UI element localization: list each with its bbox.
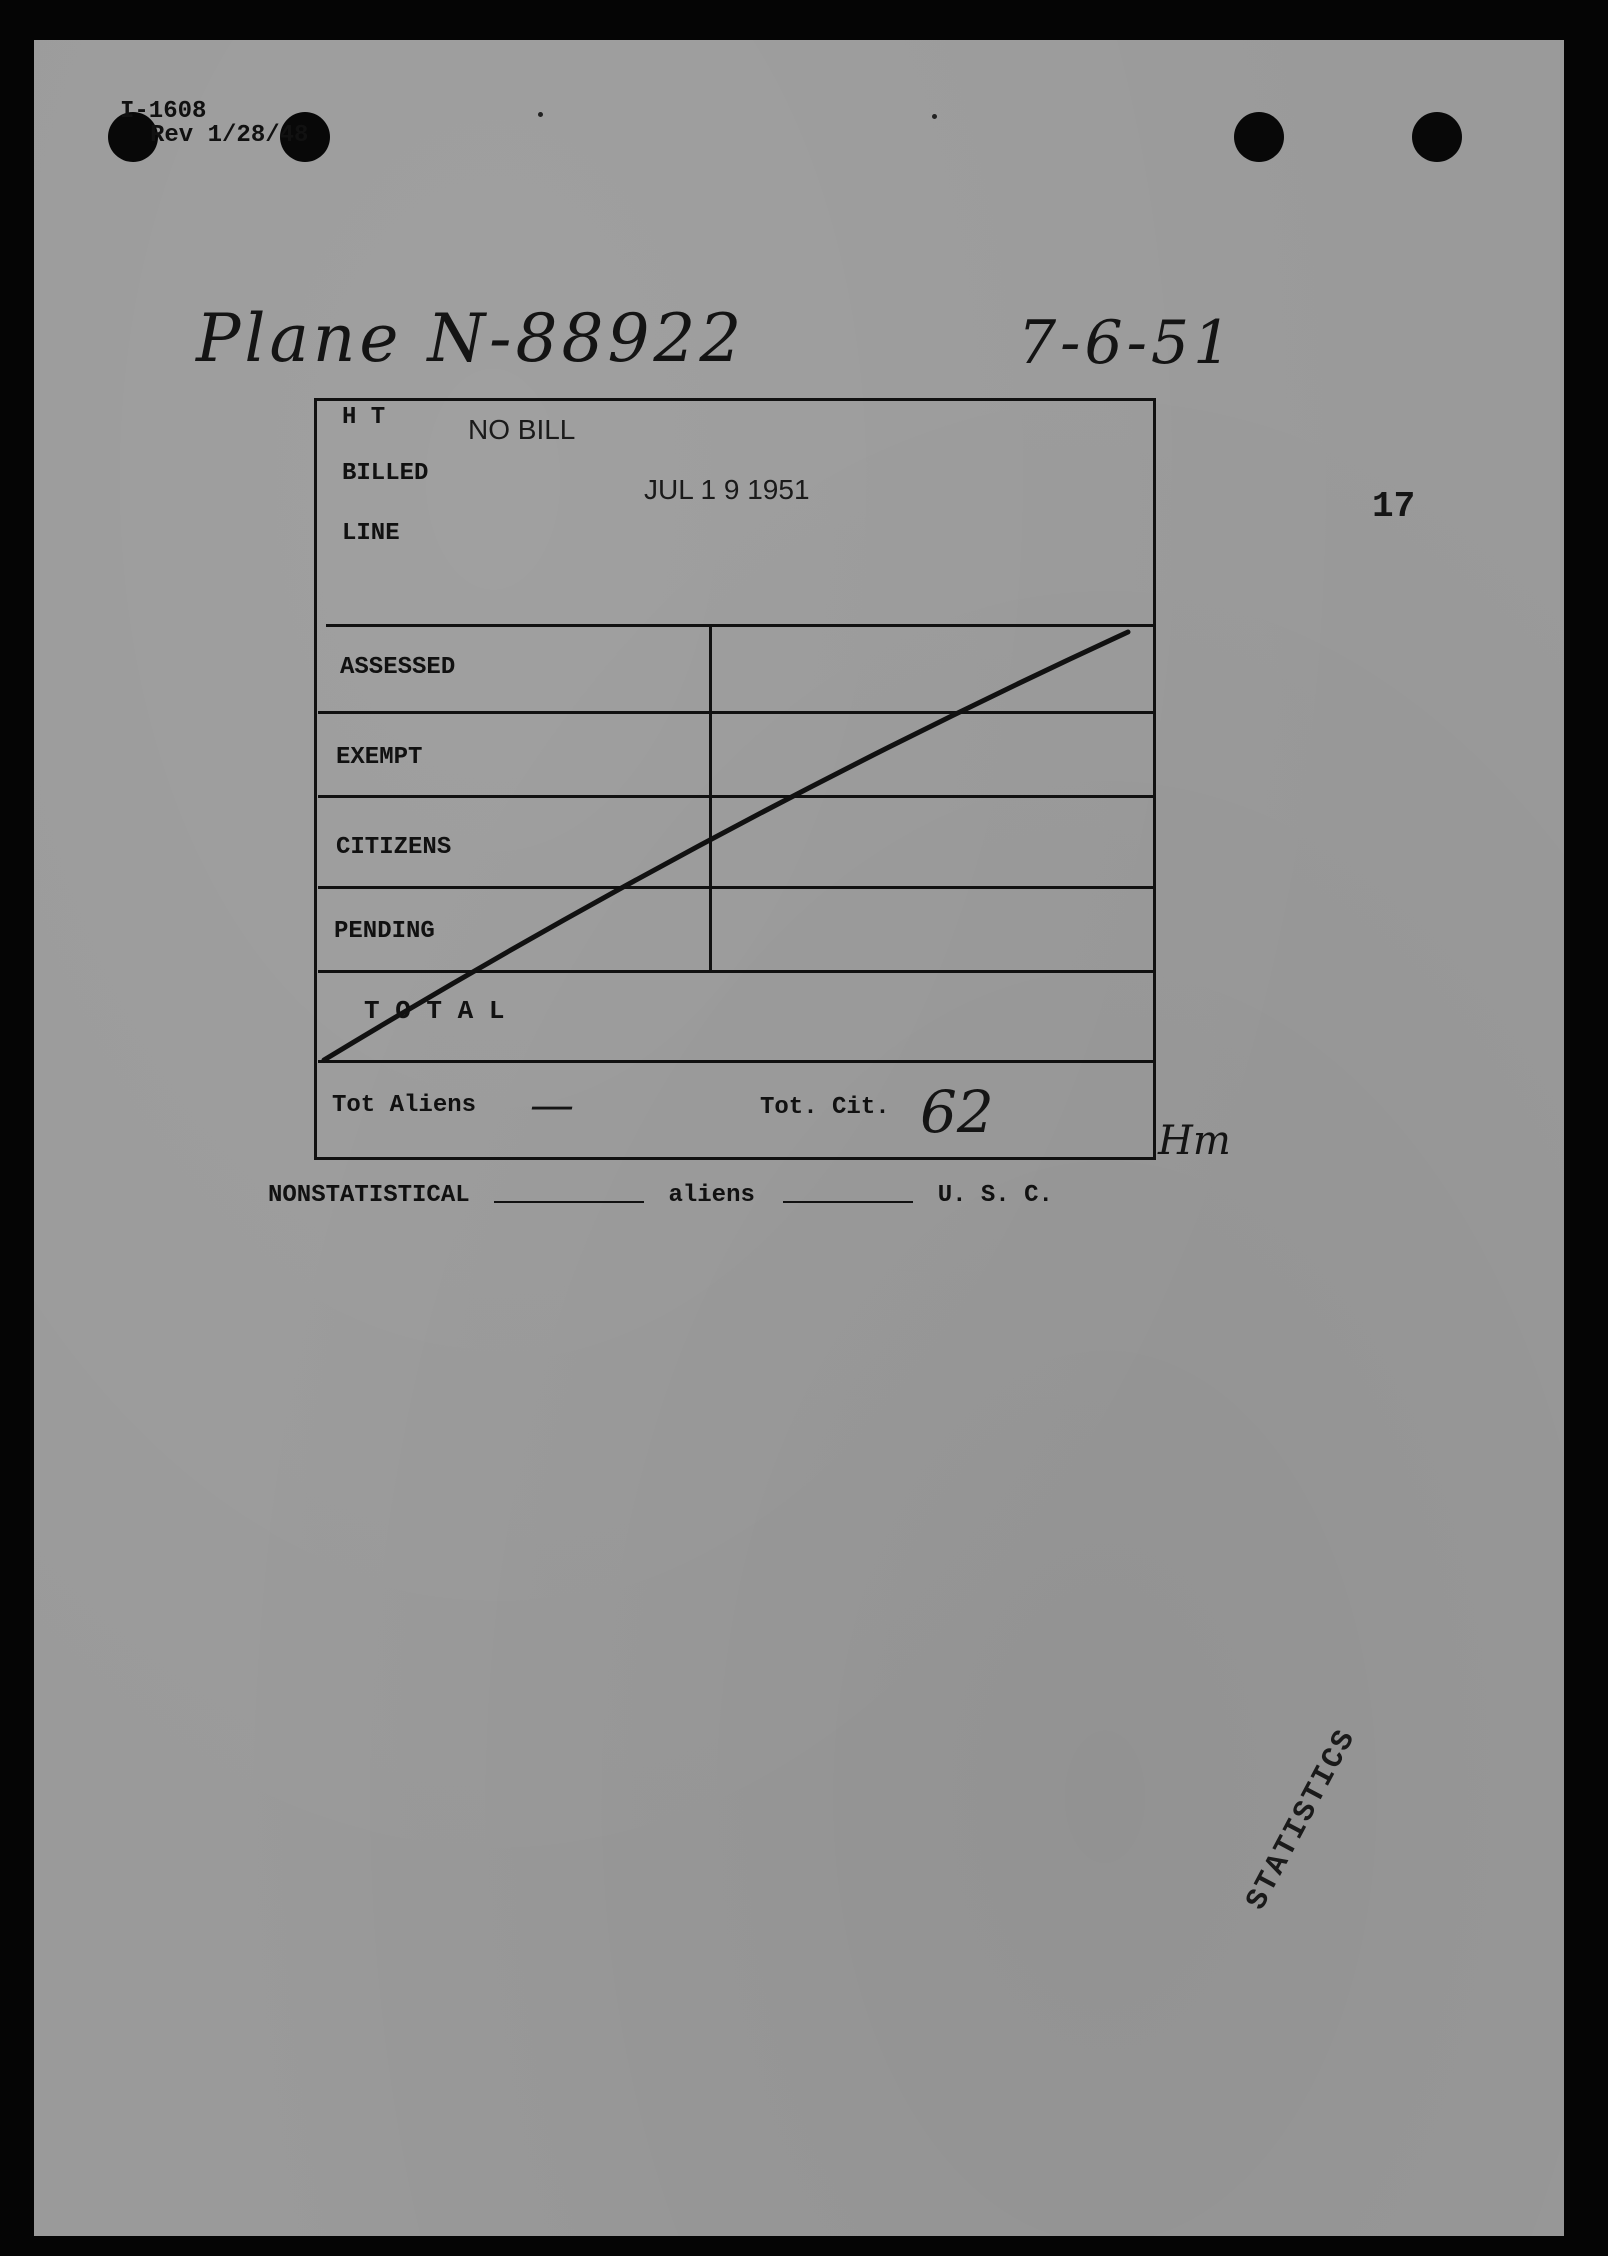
blank-line bbox=[494, 1201, 644, 1203]
row-label-pending: PENDING bbox=[334, 918, 435, 945]
row-label-assessed: ASSESSED bbox=[340, 654, 456, 681]
footer-aliens: aliens bbox=[668, 1182, 755, 1209]
tot-aliens-value: — bbox=[530, 1080, 578, 1131]
total-label: T O T A L bbox=[364, 996, 505, 1026]
page-number: 17 bbox=[1372, 486, 1416, 527]
blank-line bbox=[783, 1201, 913, 1203]
stamp-no-bill: NO BILL bbox=[468, 414, 576, 445]
tot-cit-label: Tot. Cit. bbox=[760, 1094, 890, 1121]
plane-number-handwritten: Plane N-88922 bbox=[196, 300, 746, 377]
tot-cit-value-handwritten: 62 bbox=[920, 1078, 994, 1146]
tot-aliens-label: Tot Aliens bbox=[332, 1092, 477, 1119]
initials-handwritten: Hm bbox=[1158, 1118, 1231, 1164]
date-handwritten: 7-6-51 bbox=[1018, 308, 1236, 378]
statistics-stamp: STATISTICS bbox=[1240, 1723, 1364, 1916]
label-ht: H T bbox=[342, 404, 386, 431]
form-number: I-1608 bbox=[120, 98, 207, 125]
label-line: LINE bbox=[342, 520, 400, 547]
label-billed: BILLED bbox=[342, 460, 429, 487]
stamp-date: JUL 1 9 1951 bbox=[644, 474, 810, 505]
footer-usc: U. S. C. bbox=[937, 1182, 1053, 1209]
row-label-citizens: CITIZENS bbox=[336, 834, 452, 861]
footer-line bbox=[268, 1182, 1053, 1209]
row-label-exempt: EXEMPT bbox=[336, 744, 423, 771]
form-revision: Rev 1/28/48 bbox=[150, 122, 309, 149]
footer-nonstatistical: NONSTATISTICAL bbox=[268, 1182, 470, 1209]
